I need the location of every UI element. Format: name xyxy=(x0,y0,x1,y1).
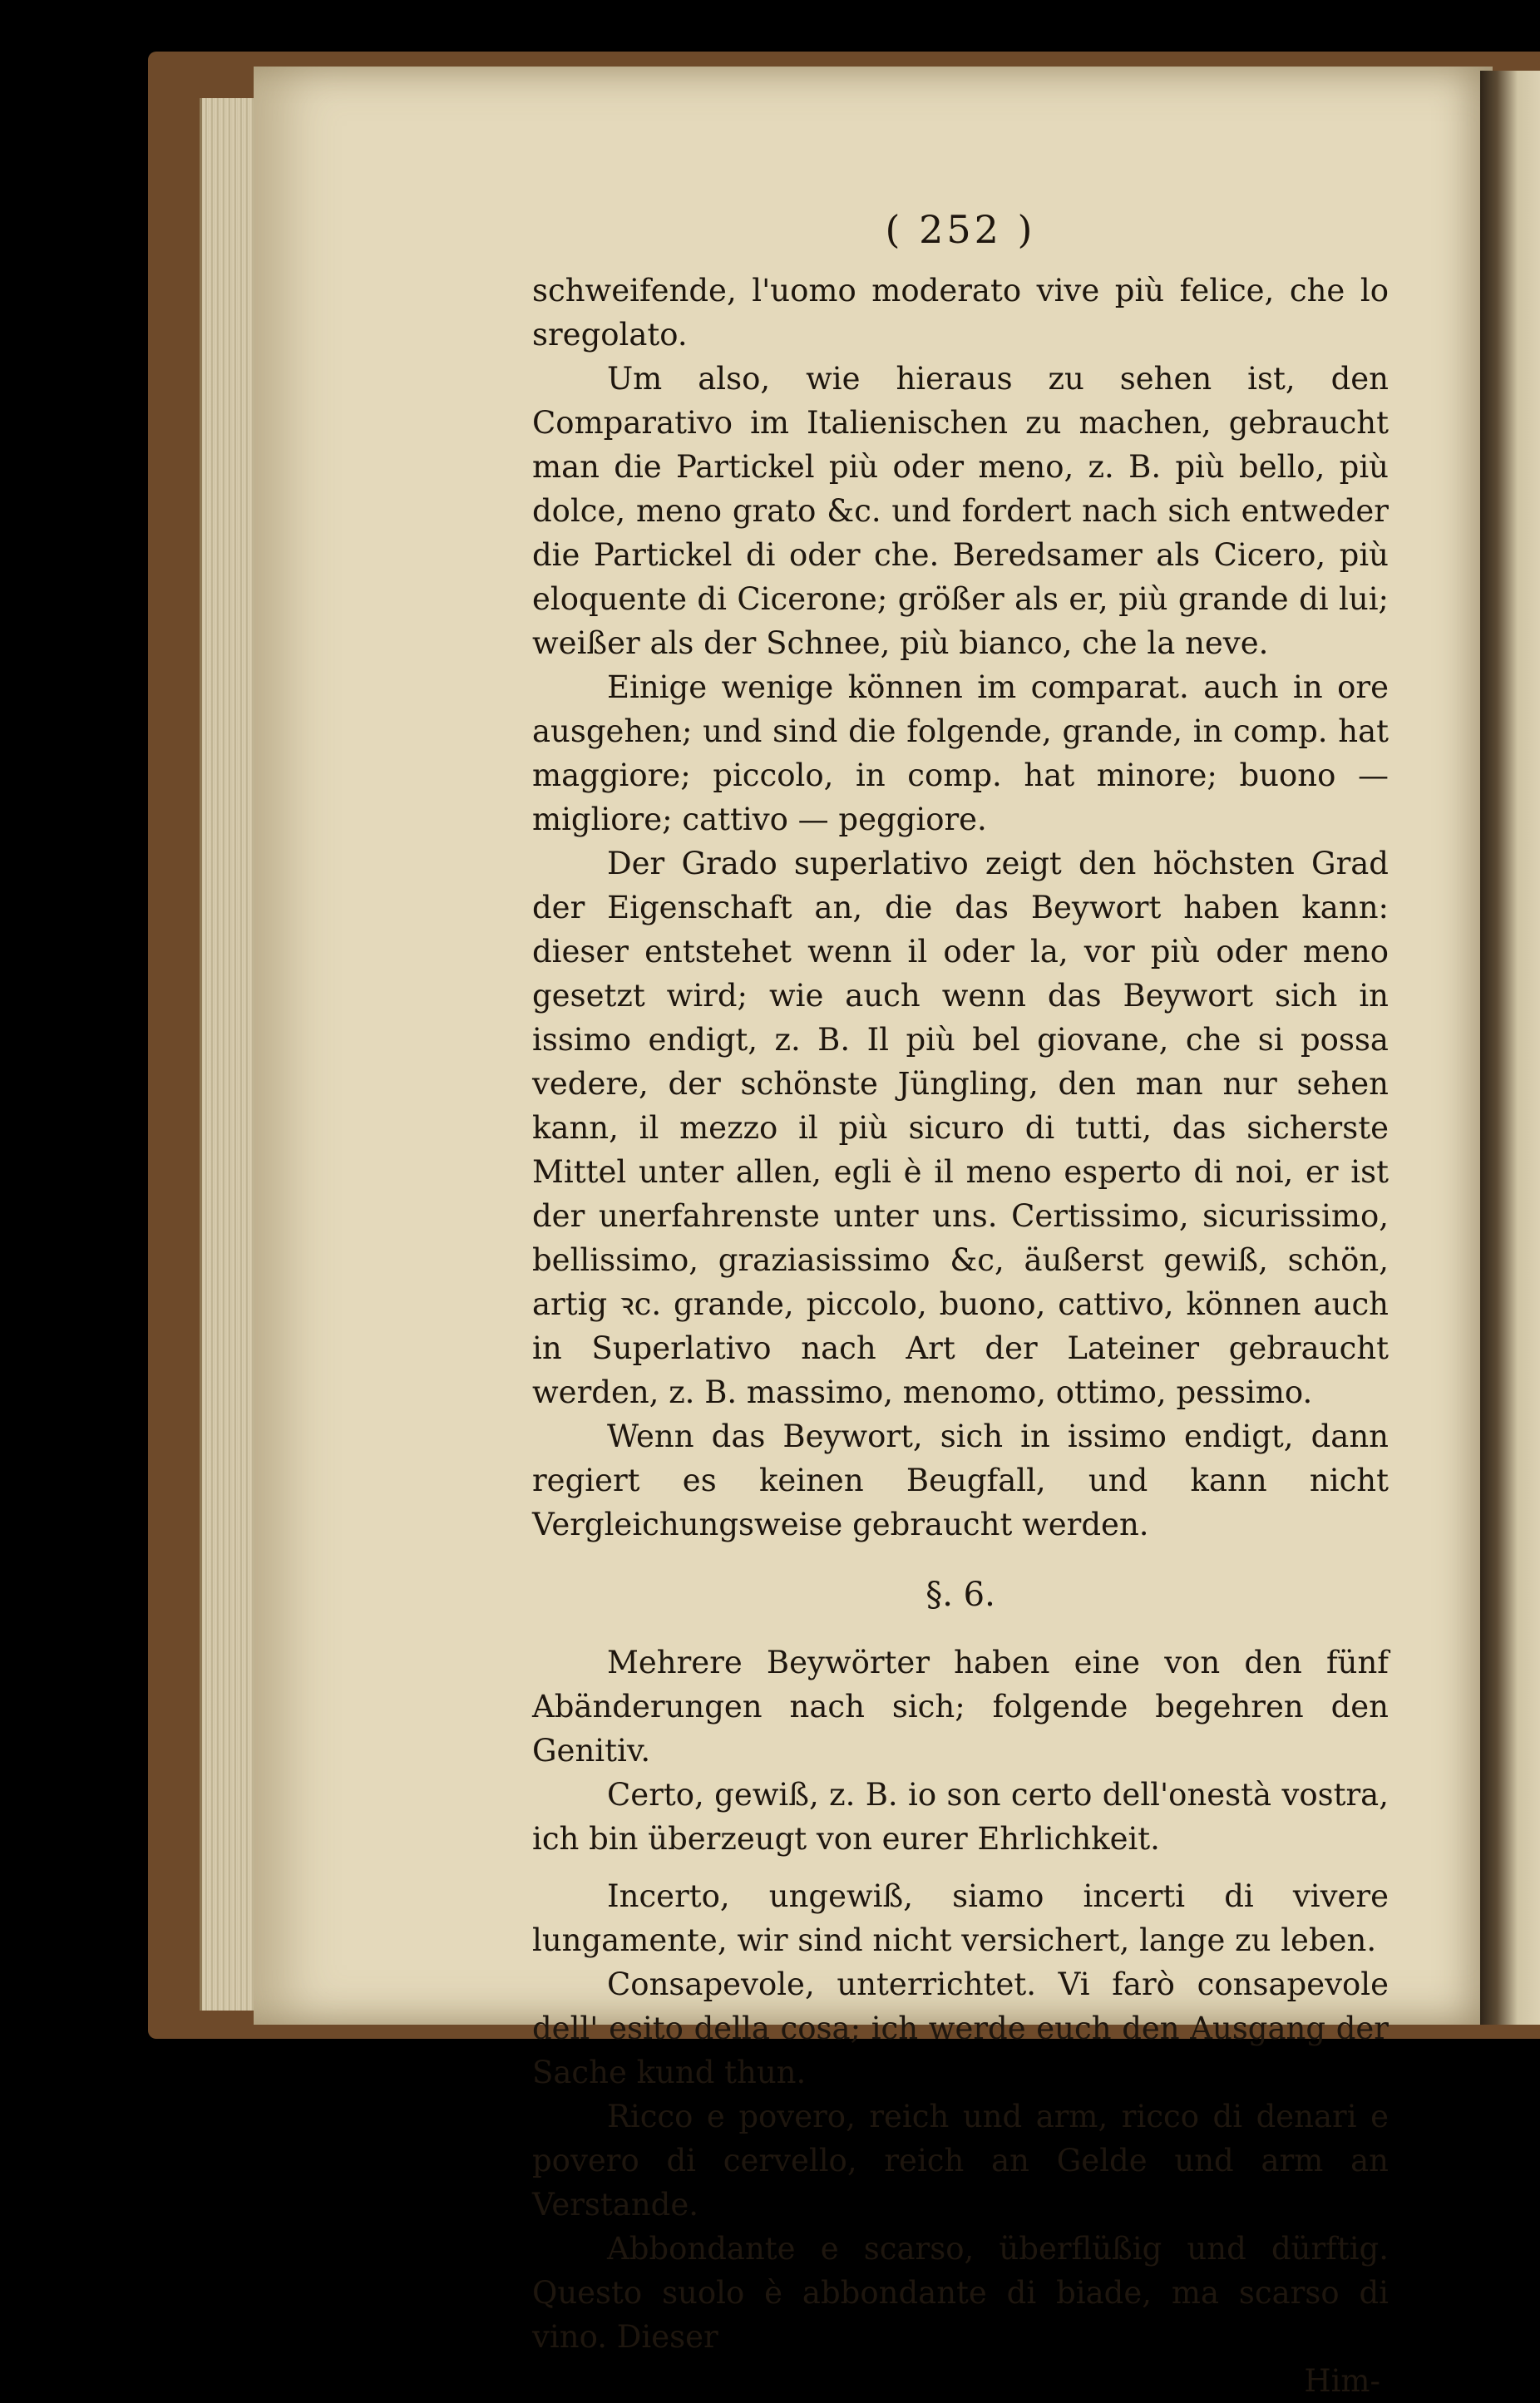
page-text xyxy=(532,208,1389,2403)
paragraph: Ricco e povero, reich und arm, ricco di denari e povero di cervello, reich an Gelde und arm an Verstande. xyxy=(532,2099,1389,2223)
catchword: Him- xyxy=(1304,2363,1380,2399)
paragraph: Wenn das Beywort, sich in issimo endigt, dann regiert es keinen Beugfall, und kann nicht Vergleichungsweise gebraucht werden. xyxy=(532,1419,1389,1542)
page-header: ( 252 ) xyxy=(885,207,1036,252)
page-edges xyxy=(200,98,260,2011)
paragraph: schweifende, l'uomo moderato vive più felice, che lo sregolato. xyxy=(532,273,1389,353)
paragraph: Certo, gewiß, z. B. io son certo dell'onestà vostra, ich bin überzeugt von eurer Ehrlichkeit. xyxy=(532,1777,1389,1857)
book-gutter xyxy=(1480,71,1540,2025)
paragraph: Der Grado superlativo zeigt den höchsten Grad der Eigenschaft an, die das Beywort haben kann: dieser entstehet wenn il oder la, vor più oder meno gesetzt wird; wie auch wenn das Beywort sich in issimo endigt, z. B. Il più bel giovane, che si possa vedere, der schönste Jüngling, den man nur sehen kann, il mezzo il più sicuro di tutti, das sicherste Mittel unter allen, egli è il meno esperto di noi, er ist der unerfahrenste unter uns. Certissimo, sicurissimo, bellissimo, graziasissimo &c, äußerst gewiß, schön, artig ꝛc. grande, piccolo, buono, cattivo, können auch in Superlativo nach Art der Lateiner gebraucht werden, z. B. massimo, menomo, ottimo, pessimo. xyxy=(532,846,1389,1410)
paragraph: Consapevole, unterrichtet. Vi farò consapevole dell' esito della cosa; ich werde euch den Ausgang der Sache kund thun. xyxy=(532,1966,1389,2090)
section-heading: §. 6. xyxy=(925,1576,995,1614)
paragraph: Einige wenige können im comparat. auch in ore ausgehen; und sind die folgende, grande, in comp. hat maggiore; piccolo, in comp. hat minore; buono — migliore; cattivo — peggiore. xyxy=(532,669,1389,837)
paragraph: Abbondante e scarso, überflüßig und dürftig. Questo suolo è abbondante di biade, ma scarso di vino. Dieser xyxy=(532,2231,1389,2355)
paragraph: Incerto, ungewiß, siamo incerti di vivere lungamente, wir sind nicht versichert, lange zu leben. xyxy=(532,1878,1389,1958)
paragraph: Mehrere Beywörter haben eine von den fünf Abänderungen nach sich; folgende begehren den Genitiv. xyxy=(532,1645,1389,1769)
paragraph: Um also, wie hieraus zu sehen ist, den Comparativo im Italienischen zu machen, gebraucht man die Partickel più oder meno, z. B. più bello, più dolce, meno grato &c. und fordert nach sich entweder die Partickel di oder che. Beredsamer als Cicero, più eloquente di Cicerone; größer als er, più grande di lui; weißer als der Schnee, più bianco, che la neve. xyxy=(532,361,1389,661)
